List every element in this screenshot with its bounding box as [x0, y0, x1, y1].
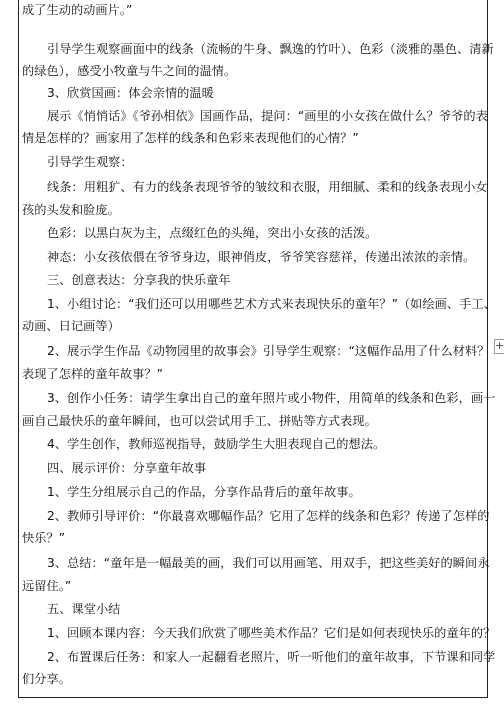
text-line: 快乐？” [22, 531, 66, 545]
text-line: 们分享。 [22, 672, 71, 686]
text-line: 引导学生观察： [47, 155, 133, 169]
section-heading: 五、课堂小结 [47, 602, 121, 616]
text-line: 2、布置课后任务：和家人一起翻看老照片，听一听他们的童年故事，下节课和同学 [47, 650, 496, 664]
text-line: 的绿色），感受小牧童与牛之间的温情。 [22, 64, 237, 78]
text-line: 2、展示学生作品《动物园里的故事会》引导学生观察：“这幅作品用了什么材料？ [47, 344, 490, 358]
section-heading: 3、欣赏国画：体会亲情的温暖 [47, 86, 214, 100]
text-line: 线条：用粗犷、有力的线条表现爷爷的皱纹和衣服，用细腻、柔和的线条表现小女 [47, 180, 488, 194]
text-line: 展示《悄悄话》《爷孙相依》国画作品，提问：“画里的小女孩在做什么？爷爷的表 [47, 109, 488, 123]
text-line: 1、小组讨论：“我们还可以用哪些艺术方式来表现快乐的童年？”（如绘画、手工、 [47, 297, 496, 311]
text-line: 孩的头发和脸庞。 [22, 203, 120, 217]
text-line: 动画、日记画等） [22, 319, 120, 333]
section-heading: 三、创意表达：分享我的快乐童年 [47, 273, 231, 287]
text-line: 4、学生创作，教师巡视指导，鼓励学生大胆表现自己的想法。 [47, 437, 386, 451]
text-line: 成了生动的动画片。” [22, 3, 133, 17]
table-add-handle-icon[interactable]: + [495, 339, 504, 352]
section-heading: 四、展示评价：分享童年故事 [47, 461, 207, 475]
text-line: 1、回顾本课内容：今天我们欣赏了哪些美术作品？它们是如何表现快乐的童年的？ [47, 626, 496, 640]
text-line: 表现了怎样的童年故事？” [22, 367, 163, 381]
text-line: 情是怎样的？画家用了怎样的线条和色彩来表现他们的心情？” [22, 131, 359, 145]
text-line: 引导学生观察画面中的线条（流畅的牛身、飘逸的竹叶）、色彩（淡雅的墨色、清新 [47, 42, 494, 56]
text-line: 3、总结：“童年是一幅最美的画，我们可以用画笔、用双手，把这些美好的瞬间永 [47, 556, 490, 570]
text-line: 3、创作小任务：请学生拿出自己的童年照片或小物件，用简单的线条和色彩，画一 [47, 391, 496, 405]
text-line: 1、学生分组展示自己的作品，分享作品背后的童年故事。 [47, 485, 361, 499]
text-line: 2、教师引导评价：“你最喜欢哪幅作品？它用了怎样的线条和色彩？传递了怎样的 [47, 509, 490, 523]
text-line: 色彩：以黑白灰为主，点缀红色的头绳，突出小女孩的活泼。 [47, 226, 378, 240]
text-line: 神态：小女孩依偎在爷爷身边，眼神俏皮，爷爷笑容慈祥，传递出浓浓的亲情。 [47, 250, 476, 264]
text-line: 画自己最快乐的童年瞬间，也可以尝试用手工、拼贴等方式表现。 [22, 414, 377, 428]
text-line: 远留住。” [22, 579, 72, 593]
